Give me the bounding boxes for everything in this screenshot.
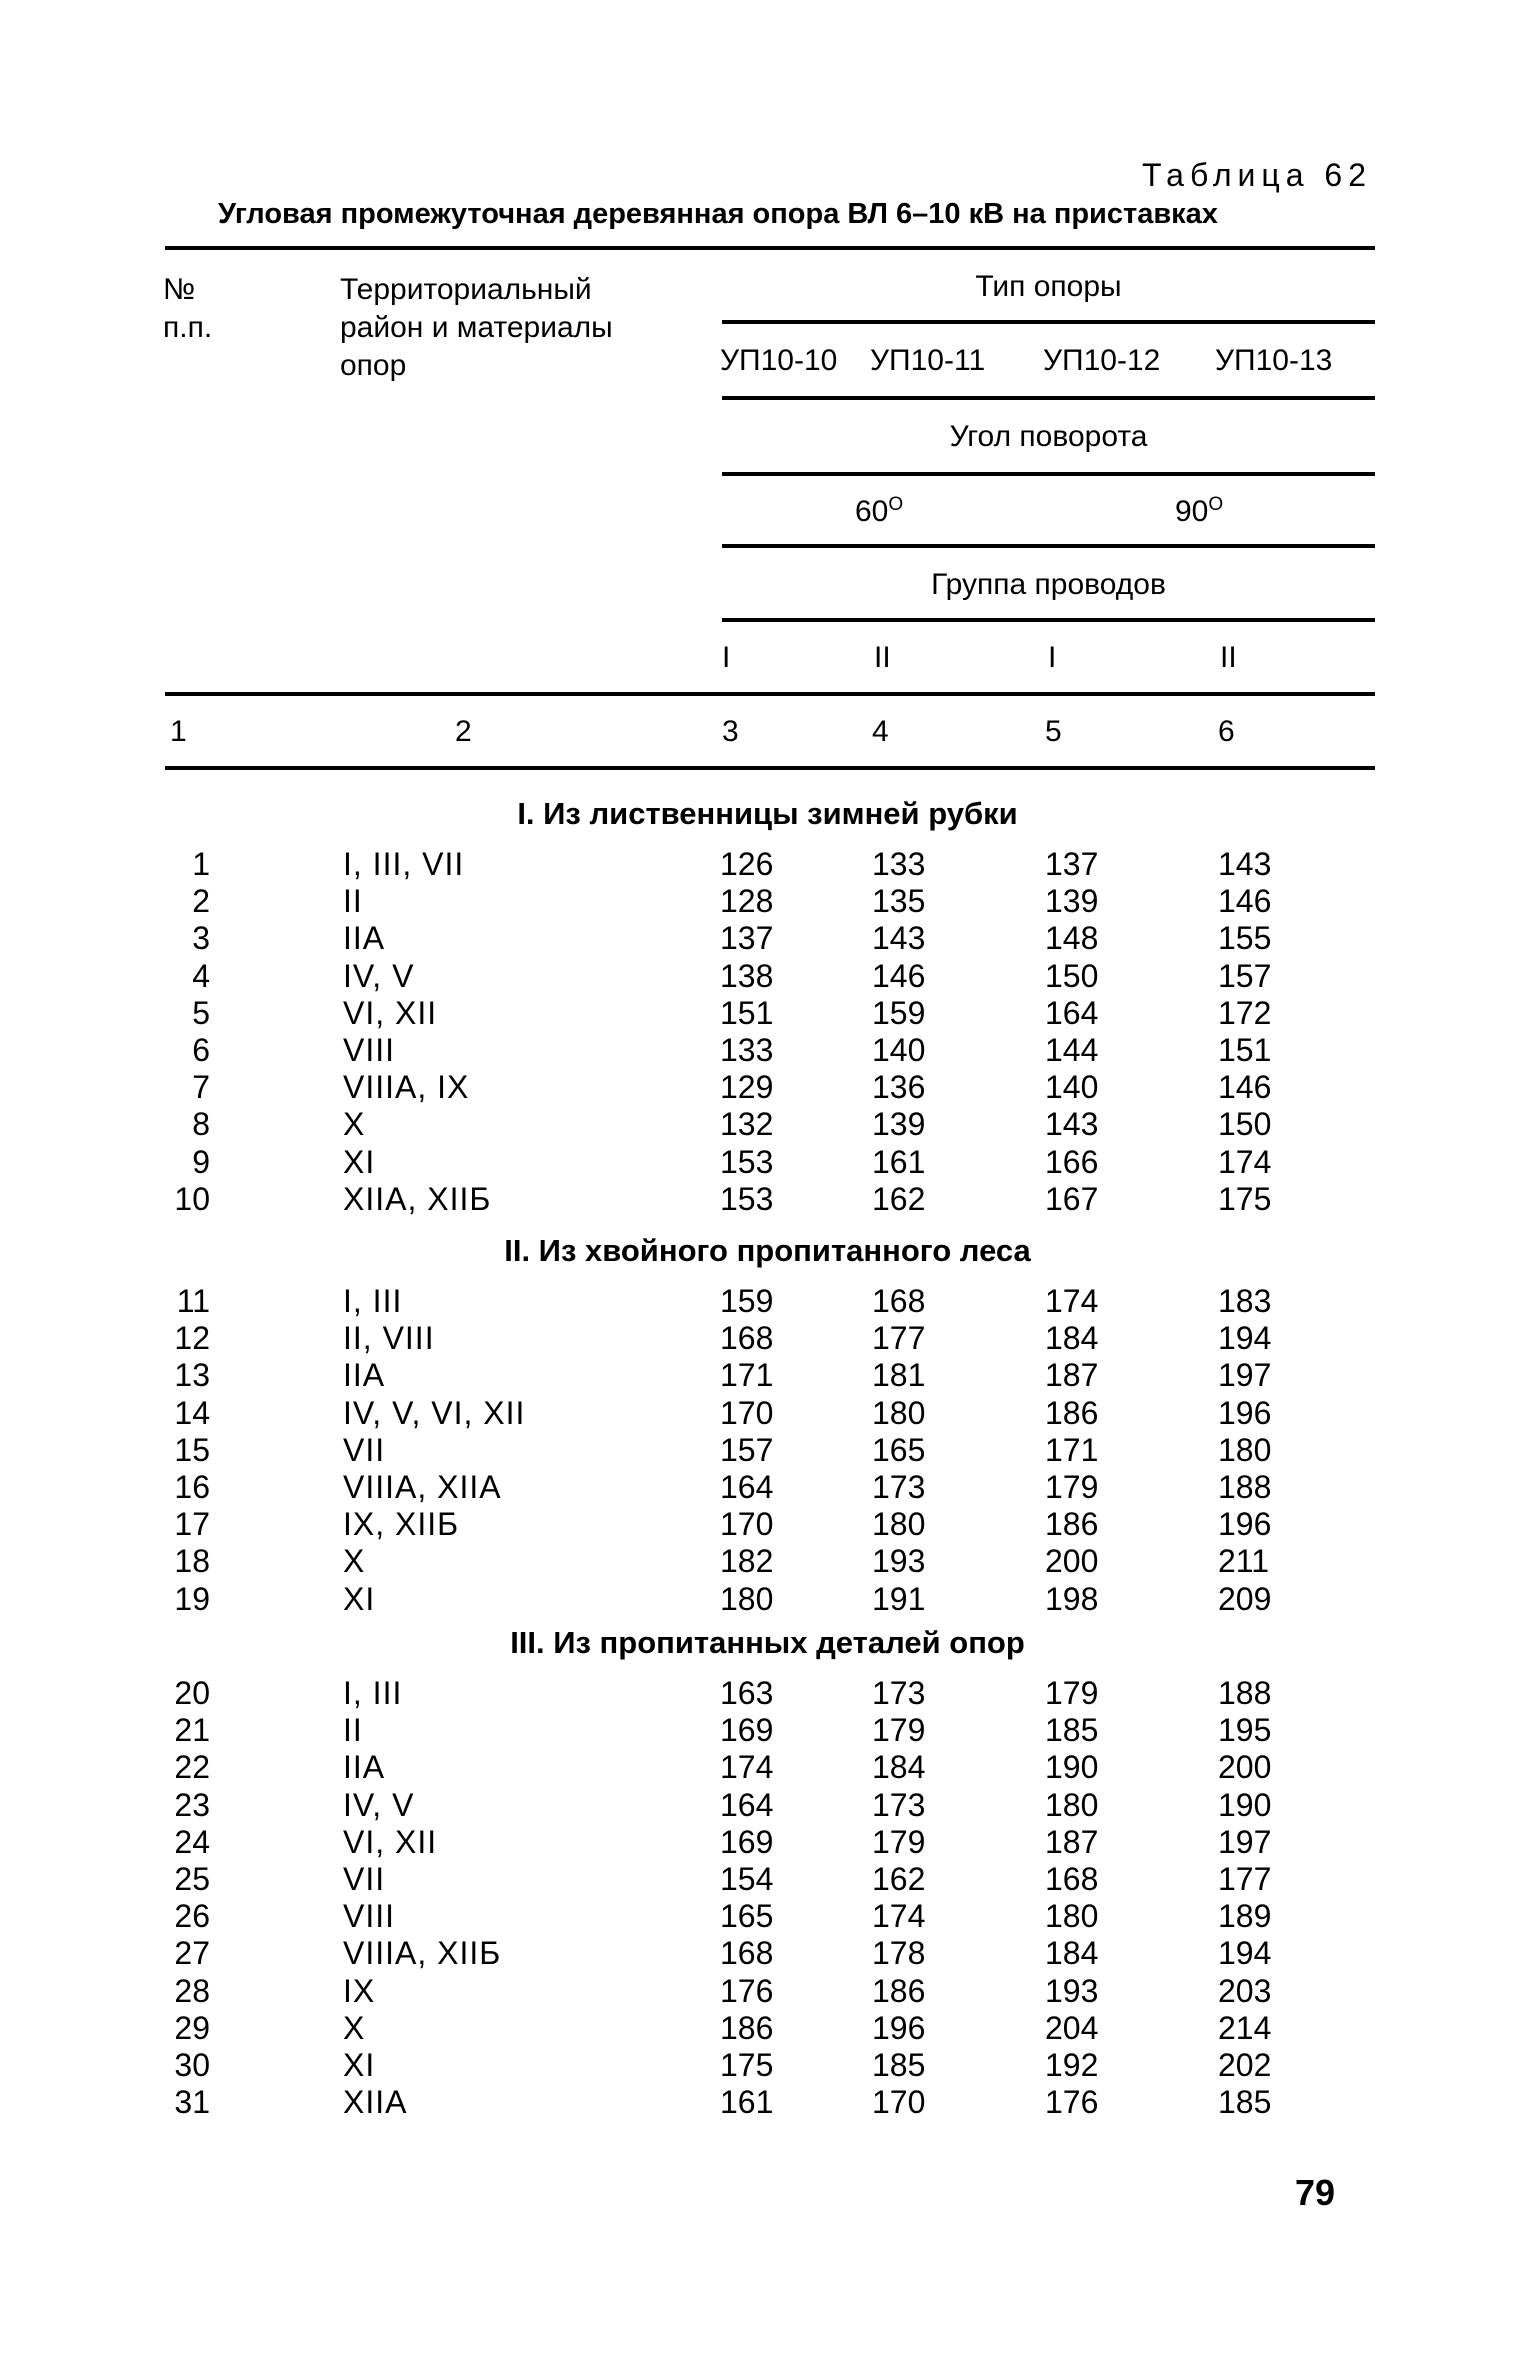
table-row xyxy=(0,1973,1535,2010)
header-angle-90 xyxy=(1175,494,1223,529)
row-value-up10-10: 161 xyxy=(720,2084,774,2121)
row-value-up10-13: 146 xyxy=(1218,883,1272,920)
table-row xyxy=(0,1581,1535,1618)
table-row xyxy=(0,1181,1535,1218)
table-row xyxy=(0,1898,1535,1935)
row-value-up10-12: 190 xyxy=(1045,1749,1099,1786)
table-row xyxy=(0,2047,1535,2084)
row-value-up10-11: 173 xyxy=(872,1469,926,1505)
row-value-up10-13: 194 xyxy=(1218,1935,1272,1972)
row-value-up10-13: 200 xyxy=(1218,1749,1272,1786)
row-value-up10-13: 172 xyxy=(1218,994,1272,1031)
colnum-1: 1 xyxy=(170,715,187,748)
row-district: X xyxy=(343,1106,366,1143)
row-value-up10-12: 139 xyxy=(1045,883,1099,920)
row-value-up10-12: 174 xyxy=(1045,1283,1099,1319)
row-district: I, III xyxy=(343,1675,403,1711)
row-number: 20 xyxy=(174,1675,210,1711)
row-value-up10-12: 143 xyxy=(1045,1106,1099,1143)
row-value-up10-13: 194 xyxy=(1218,1320,1272,1357)
row-district: IX xyxy=(343,1972,376,2009)
header-type-2: УП10-11 xyxy=(870,344,986,377)
row-value-up10-12: 179 xyxy=(1045,1675,1099,1711)
row-number: 17 xyxy=(174,1506,210,1543)
row-value-up10-13: 196 xyxy=(1218,1506,1272,1543)
row-value-up10-13: 203 xyxy=(1218,1972,1272,2009)
row-value-up10-13: 214 xyxy=(1218,2009,1272,2046)
row-district: VI, XII xyxy=(343,994,438,1031)
row-district: X xyxy=(343,2009,366,2046)
row-value-up10-12: 187 xyxy=(1045,1823,1099,1860)
row-value-up10-12: 186 xyxy=(1045,1506,1099,1543)
row-value-up10-12: 167 xyxy=(1045,1180,1099,1217)
rule-type-group xyxy=(722,320,1375,324)
row-value-up10-11: 179 xyxy=(872,1712,926,1749)
row-value-up10-11: 180 xyxy=(872,1394,926,1431)
table-row xyxy=(0,1749,1535,1786)
header-type-1: УП10-10 xyxy=(720,344,838,377)
row-district: I, III, VII xyxy=(343,846,465,882)
row-value-up10-10: 163 xyxy=(720,1675,774,1711)
table-row xyxy=(0,1106,1535,1143)
table-row xyxy=(0,846,1535,883)
angle-60-value: 60 xyxy=(855,495,889,528)
row-number: 8 xyxy=(192,1106,210,1143)
row-value-up10-11: 133 xyxy=(872,846,926,882)
row-value-up10-13: 197 xyxy=(1218,1357,1272,1394)
rule-angles xyxy=(722,544,1375,548)
row-value-up10-11: 162 xyxy=(872,1861,926,1897)
row-value-up10-10: 126 xyxy=(720,846,774,882)
table-row xyxy=(0,1395,1535,1432)
row-value-up10-12: 180 xyxy=(1045,1786,1099,1823)
row-number: 16 xyxy=(174,1469,210,1505)
row-value-up10-13: 175 xyxy=(1218,1180,1272,1217)
row-value-up10-11: 185 xyxy=(872,2047,926,2083)
row-value-up10-13: 188 xyxy=(1218,1675,1272,1711)
row-number: 11 xyxy=(176,1283,210,1319)
row-value-up10-11: 159 xyxy=(872,994,926,1031)
table-row xyxy=(0,1675,1535,1712)
row-number: 23 xyxy=(174,1786,210,1823)
row-district: IV, V xyxy=(343,1786,415,1823)
row-value-up10-12: 184 xyxy=(1045,1935,1099,1972)
row-district: VIII xyxy=(343,1032,396,1068)
header-type-3: УП10-12 xyxy=(1043,344,1161,377)
row-value-up10-12: 198 xyxy=(1045,1580,1099,1617)
row-value-up10-11: 135 xyxy=(872,883,926,920)
table-row xyxy=(0,1506,1535,1543)
row-number: 12 xyxy=(174,1320,210,1357)
row-value-up10-12: 150 xyxy=(1045,957,1099,994)
row-value-up10-12: 176 xyxy=(1045,2084,1099,2121)
table-row xyxy=(0,1069,1535,1106)
row-district: IIA xyxy=(343,920,386,957)
row-value-up10-10: 128 xyxy=(720,883,774,920)
rule-header-bottom xyxy=(165,692,1375,696)
row-value-up10-11: 140 xyxy=(872,1032,926,1068)
header-district-line1: Территориальный xyxy=(340,273,592,306)
row-value-up10-10: 186 xyxy=(720,2009,774,2046)
row-value-up10-13: 209 xyxy=(1218,1580,1272,1617)
row-value-up10-12: 179 xyxy=(1045,1469,1099,1505)
row-value-up10-10: 151 xyxy=(720,994,774,1031)
row-value-up10-13: 155 xyxy=(1218,920,1272,957)
page-number: 79 xyxy=(1295,2172,1336,2213)
header-wire-1: I xyxy=(722,641,731,674)
row-value-up10-11: 143 xyxy=(872,920,926,957)
row-value-up10-12: 185 xyxy=(1045,1712,1099,1749)
row-number: 27 xyxy=(174,1935,210,1972)
row-value-up10-11: 186 xyxy=(872,1972,926,2009)
row-value-up10-11: 177 xyxy=(872,1320,926,1357)
row-value-up10-10: 168 xyxy=(720,1320,774,1357)
row-value-up10-11: 180 xyxy=(872,1506,926,1543)
table-row xyxy=(0,1144,1535,1181)
header-num-line2: п.п. xyxy=(163,311,213,344)
row-value-up10-11: 168 xyxy=(872,1283,926,1319)
row-number: 13 xyxy=(174,1357,210,1394)
row-number: 30 xyxy=(174,2047,210,2083)
row-number: 21 xyxy=(174,1712,210,1749)
row-value-up10-10: 170 xyxy=(720,1394,774,1431)
row-number: 9 xyxy=(192,1143,210,1180)
row-number: 31 xyxy=(174,2084,210,2121)
section-title: III. Из пропитанных деталей опор xyxy=(510,1625,1025,1660)
row-value-up10-13: 211 xyxy=(1218,1543,1270,1580)
colnum-4: 4 xyxy=(872,715,889,748)
table-row xyxy=(0,1320,1535,1357)
row-number: 24 xyxy=(174,1823,210,1860)
row-number: 22 xyxy=(174,1749,210,1786)
table-row xyxy=(0,1283,1535,1320)
rule-types xyxy=(722,396,1375,400)
row-district: VIIIA, XIIБ xyxy=(343,1935,502,1972)
table-row xyxy=(0,1543,1535,1580)
row-value-up10-12: 168 xyxy=(1045,1861,1099,1897)
table-row xyxy=(0,2010,1535,2047)
row-number: 2 xyxy=(192,883,210,920)
row-value-up10-13: 177 xyxy=(1218,1861,1272,1897)
row-number: 1 xyxy=(192,846,210,882)
row-district: IV, V, VI, XII xyxy=(343,1394,526,1431)
row-value-up10-13: 188 xyxy=(1218,1469,1272,1505)
row-value-up10-10: 174 xyxy=(720,1749,774,1786)
row-number: 18 xyxy=(174,1543,210,1580)
table-row xyxy=(0,1824,1535,1861)
section-title: I. Из лиственницы зимней рубки xyxy=(517,796,1018,831)
row-value-up10-10: 153 xyxy=(720,1143,774,1180)
header-wire-3: I xyxy=(1048,641,1057,674)
row-value-up10-13: 197 xyxy=(1218,1823,1272,1860)
row-value-up10-10: 176 xyxy=(720,1972,774,2009)
rule-wire-group xyxy=(722,618,1375,622)
row-value-up10-10: 137 xyxy=(720,920,774,957)
row-value-up10-13: 183 xyxy=(1218,1283,1272,1319)
row-number: 6 xyxy=(192,1032,210,1068)
header-wire-4: II xyxy=(1220,641,1237,674)
row-value-up10-11: 193 xyxy=(872,1543,926,1580)
row-value-up10-10: 138 xyxy=(720,957,774,994)
table-row xyxy=(0,1357,1535,1394)
row-value-up10-13: 202 xyxy=(1218,2047,1272,2083)
table-row xyxy=(0,920,1535,957)
angle-90-value: 90 xyxy=(1175,495,1209,528)
header-num-line1: № xyxy=(163,273,196,306)
degree-mark: O xyxy=(888,494,904,515)
table-row xyxy=(0,2084,1535,2121)
row-value-up10-11: 179 xyxy=(872,1823,926,1860)
row-district: IX, XIIБ xyxy=(343,1506,460,1543)
row-value-up10-11: 173 xyxy=(872,1675,926,1711)
row-district: VII xyxy=(343,1861,386,1897)
header-angle-group: Угол поворота xyxy=(949,420,1148,453)
row-district: VIIIA, XIIA xyxy=(343,1469,502,1505)
table-row xyxy=(0,995,1535,1032)
row-value-up10-10: 171 xyxy=(720,1357,774,1394)
row-value-up10-11: 184 xyxy=(872,1749,926,1786)
table-row xyxy=(0,1712,1535,1749)
row-district: XI xyxy=(343,2047,376,2083)
row-value-up10-12: 137 xyxy=(1045,846,1099,882)
header-wire-2: II xyxy=(874,641,891,674)
row-value-up10-10: 154 xyxy=(720,1861,774,1897)
row-value-up10-12: 140 xyxy=(1045,1069,1099,1106)
row-value-up10-13: 185 xyxy=(1218,2084,1272,2121)
row-value-up10-13: 146 xyxy=(1218,1069,1272,1106)
row-value-up10-10: 180 xyxy=(720,1580,774,1617)
table-row xyxy=(0,1935,1535,1972)
row-value-up10-12: 184 xyxy=(1045,1320,1099,1357)
row-number: 4 xyxy=(192,957,210,994)
row-value-up10-13: 151 xyxy=(1218,1032,1272,1068)
table-title: Угловая промежуточная деревянная опора ВЛ 6–10 кВ на приставках xyxy=(218,198,1218,230)
row-number: 7 xyxy=(192,1069,210,1106)
header-type-group: Тип опоры xyxy=(975,270,1122,303)
row-value-up10-11: 139 xyxy=(872,1106,926,1143)
row-district: XI xyxy=(343,1143,376,1180)
row-value-up10-13: 196 xyxy=(1218,1394,1272,1431)
row-number: 15 xyxy=(174,1431,210,1468)
row-value-up10-11: 170 xyxy=(872,2084,926,2121)
row-district: VII xyxy=(343,1431,386,1468)
section-title: II. Из хвойного пропитанного леса xyxy=(504,1233,1031,1268)
row-value-up10-10: 169 xyxy=(720,1823,774,1860)
row-value-up10-12: 186 xyxy=(1045,1394,1099,1431)
header-wire-group: Группа проводов xyxy=(931,568,1166,601)
table-row xyxy=(0,1469,1535,1506)
degree-mark: O xyxy=(1208,494,1224,515)
row-district: XIIA, XIIБ xyxy=(343,1180,492,1217)
row-value-up10-10: 157 xyxy=(720,1431,774,1468)
colnum-6: 6 xyxy=(1218,715,1235,748)
row-value-up10-12: 200 xyxy=(1045,1543,1099,1580)
row-number: 19 xyxy=(174,1580,210,1617)
row-value-up10-11: 165 xyxy=(872,1431,926,1468)
row-district: X xyxy=(343,1543,366,1580)
table-row xyxy=(0,958,1535,995)
row-value-up10-13: 189 xyxy=(1218,1898,1272,1935)
row-value-up10-13: 150 xyxy=(1218,1106,1272,1143)
row-value-up10-10: 164 xyxy=(720,1469,774,1505)
row-value-up10-10: 133 xyxy=(720,1032,774,1068)
row-value-up10-11: 196 xyxy=(872,2009,926,2046)
row-value-up10-12: 166 xyxy=(1045,1143,1099,1180)
row-value-up10-11: 174 xyxy=(872,1898,926,1935)
table-row xyxy=(0,883,1535,920)
row-district: XIIA xyxy=(343,2084,408,2121)
row-value-up10-11: 173 xyxy=(872,1786,926,1823)
row-value-up10-10: 169 xyxy=(720,1712,774,1749)
row-value-up10-11: 161 xyxy=(872,1143,926,1180)
row-number: 5 xyxy=(192,994,210,1031)
row-value-up10-10: 175 xyxy=(720,2047,774,2083)
row-value-up10-10: 168 xyxy=(720,1935,774,1972)
header-district-line3: опор xyxy=(340,349,407,382)
table-label: Таблица 62 xyxy=(1142,157,1372,193)
row-number: 10 xyxy=(174,1180,210,1217)
row-value-up10-11: 136 xyxy=(872,1069,926,1106)
row-value-up10-12: 148 xyxy=(1045,920,1099,957)
row-value-up10-10: 164 xyxy=(720,1786,774,1823)
table-row xyxy=(0,1432,1535,1469)
row-value-up10-11: 162 xyxy=(872,1180,926,1217)
row-value-up10-11: 178 xyxy=(872,1935,926,1972)
row-number: 26 xyxy=(174,1898,210,1935)
row-value-up10-10: 159 xyxy=(720,1283,774,1319)
table-row xyxy=(0,1787,1535,1824)
row-value-up10-13: 157 xyxy=(1218,957,1272,994)
row-value-up10-12: 144 xyxy=(1045,1032,1099,1068)
row-number: 3 xyxy=(192,920,210,957)
colnum-3: 3 xyxy=(722,715,739,748)
header-district-line2: район и материалы xyxy=(340,311,613,344)
row-value-up10-13: 195 xyxy=(1218,1712,1272,1749)
row-district: IIA xyxy=(343,1749,386,1786)
rule-angle-group xyxy=(722,472,1375,476)
row-value-up10-13: 143 xyxy=(1218,846,1272,882)
row-value-up10-11: 181 xyxy=(872,1357,926,1394)
colnum-2: 2 xyxy=(455,715,472,748)
row-district: VI, XII xyxy=(343,1823,438,1860)
row-value-up10-12: 204 xyxy=(1045,2009,1099,2046)
row-district: VIIIA, IX xyxy=(343,1069,470,1106)
row-district: I, III xyxy=(343,1283,403,1319)
colnum-5: 5 xyxy=(1045,715,1062,748)
row-value-up10-10: 182 xyxy=(720,1543,774,1580)
row-value-up10-10: 132 xyxy=(720,1106,774,1143)
row-district: II xyxy=(343,883,363,920)
header-type-4: УП10-13 xyxy=(1215,344,1333,377)
row-number: 28 xyxy=(174,1972,210,2009)
row-district: II, VIII xyxy=(343,1320,435,1357)
row-value-up10-10: 165 xyxy=(720,1898,774,1935)
row-value-up10-13: 174 xyxy=(1218,1143,1272,1180)
row-number: 14 xyxy=(174,1394,210,1431)
row-district: IV, V xyxy=(343,957,415,994)
row-value-up10-11: 146 xyxy=(872,957,926,994)
row-district: VIII xyxy=(343,1898,396,1935)
row-value-up10-12: 164 xyxy=(1045,994,1099,1031)
row-value-up10-13: 180 xyxy=(1218,1431,1272,1468)
row-district: II xyxy=(343,1712,363,1749)
rule-top xyxy=(165,246,1375,250)
row-value-up10-12: 192 xyxy=(1045,2047,1099,2083)
row-value-up10-10: 129 xyxy=(720,1069,774,1106)
row-number: 25 xyxy=(174,1861,210,1897)
table-row xyxy=(0,1861,1535,1898)
row-district: XI xyxy=(343,1580,376,1617)
row-value-up10-11: 191 xyxy=(872,1580,926,1617)
row-number: 29 xyxy=(174,2009,210,2046)
row-value-up10-12: 193 xyxy=(1045,1972,1099,2009)
header-angle-60 xyxy=(855,494,903,529)
row-value-up10-12: 171 xyxy=(1045,1431,1099,1468)
row-district: IIA xyxy=(343,1357,386,1394)
row-value-up10-10: 153 xyxy=(720,1180,774,1217)
row-value-up10-12: 187 xyxy=(1045,1357,1099,1394)
table-row xyxy=(0,1032,1535,1069)
row-value-up10-13: 190 xyxy=(1218,1786,1272,1823)
rule-col-numbers xyxy=(165,766,1375,770)
row-value-up10-12: 180 xyxy=(1045,1898,1099,1935)
row-value-up10-10: 170 xyxy=(720,1506,774,1543)
